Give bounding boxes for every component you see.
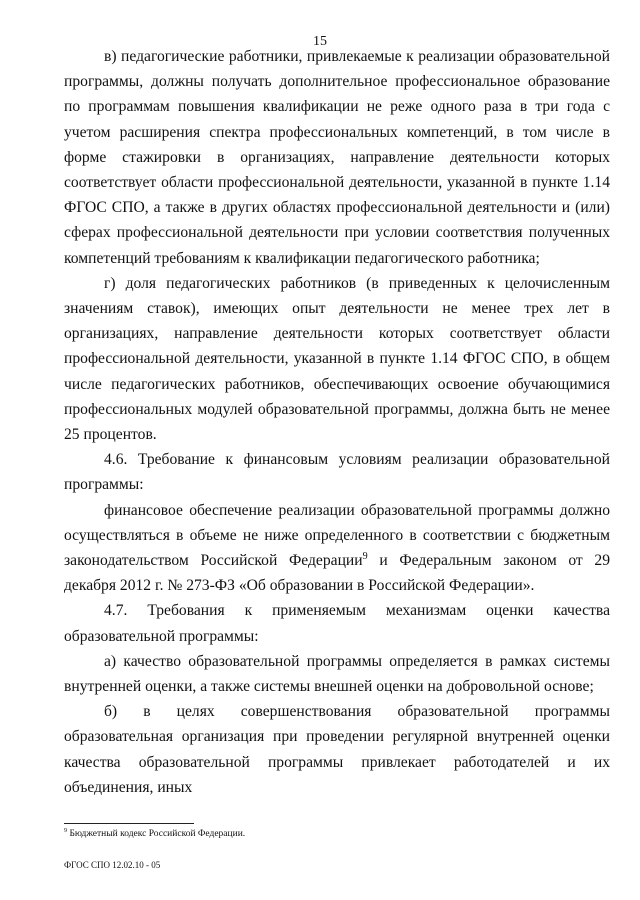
body-text [64,44,610,800]
footnote-mark: 9 [64,827,68,834]
paragraph-item-g: г) доля педагогических работников (в приведенных к целочисленным значениям ставок), имеющих опыт деятельности не менее трех лет в организациях, направление деятельности которых соответствует области профессиональной деятельности, указанной в пункте 1.14 ФГОС СПО, в общем числе педагогических работников, обеспечивающих освоение обучающимися профессиональных модулей образовательной программы, должна быть не менее 25 процентов. [64,274,610,444]
paragraph-section-4-7: 4.7. Требования к применяемым механизмам оценки качества образовательной программы: [64,602,610,645]
footnote-divider [64,823,194,824]
financing-text-before: финансовое обеспечение реализации образовательной программы должно осуществляться в объеме не ниже определенного в соответствии с бюджетным законодательством Российской Федерации [64,501,610,570]
financing-text-after: и Федеральным законом от 29 декабря 2012 г. № 273-ФЗ «Об образовании в Российской Федерации». [64,552,610,595]
paragraph-item-a: а) качество образовательной программы определяется в рамках системы внутренней оценки, а также системы внешней оценки на добровольной основе; [64,652,610,696]
paragraph-item-v: в) педагогические работники, привлекаемые к реализации образовательной программы, должны получать дополнительное профессиональное образование по программам повышения квалификации не реже одного раза в три года с учетом расширения спектра профессиональных компетенций, в том числе в форме стажировки в организациях, направление деятельности которых соответствует области профессиональной деятельности, указанной в пункте 1.14 ФГОС СПО, а также в других областях профессиональной деятельности и (или) сферах профессиональной деятельности при условии соответствия полученных компетенций требованиям к квалификации педагогического работника; [64,48,610,267]
paragraph-financing [64,498,610,599]
paragraph-section-4-6: 4.6. Требование к финансовым условиям реализации образовательной программы: [64,451,610,494]
footnote-text: Бюджетный кодекс Российской Федерации. [67,829,246,839]
footnote [64,828,245,840]
paragraph-item-b: б) в целях совершенствования образовательной программы образовательная организация при проведении регулярной внутренней оценки качества образовательной программы привлекает работодателей и их объединения, иных [64,703,610,796]
document-code: ФГОС СПО 12.02.10 - 05 [64,860,161,870]
footnote-reference: 9 [362,550,368,562]
page-number: 15 [313,34,327,49]
